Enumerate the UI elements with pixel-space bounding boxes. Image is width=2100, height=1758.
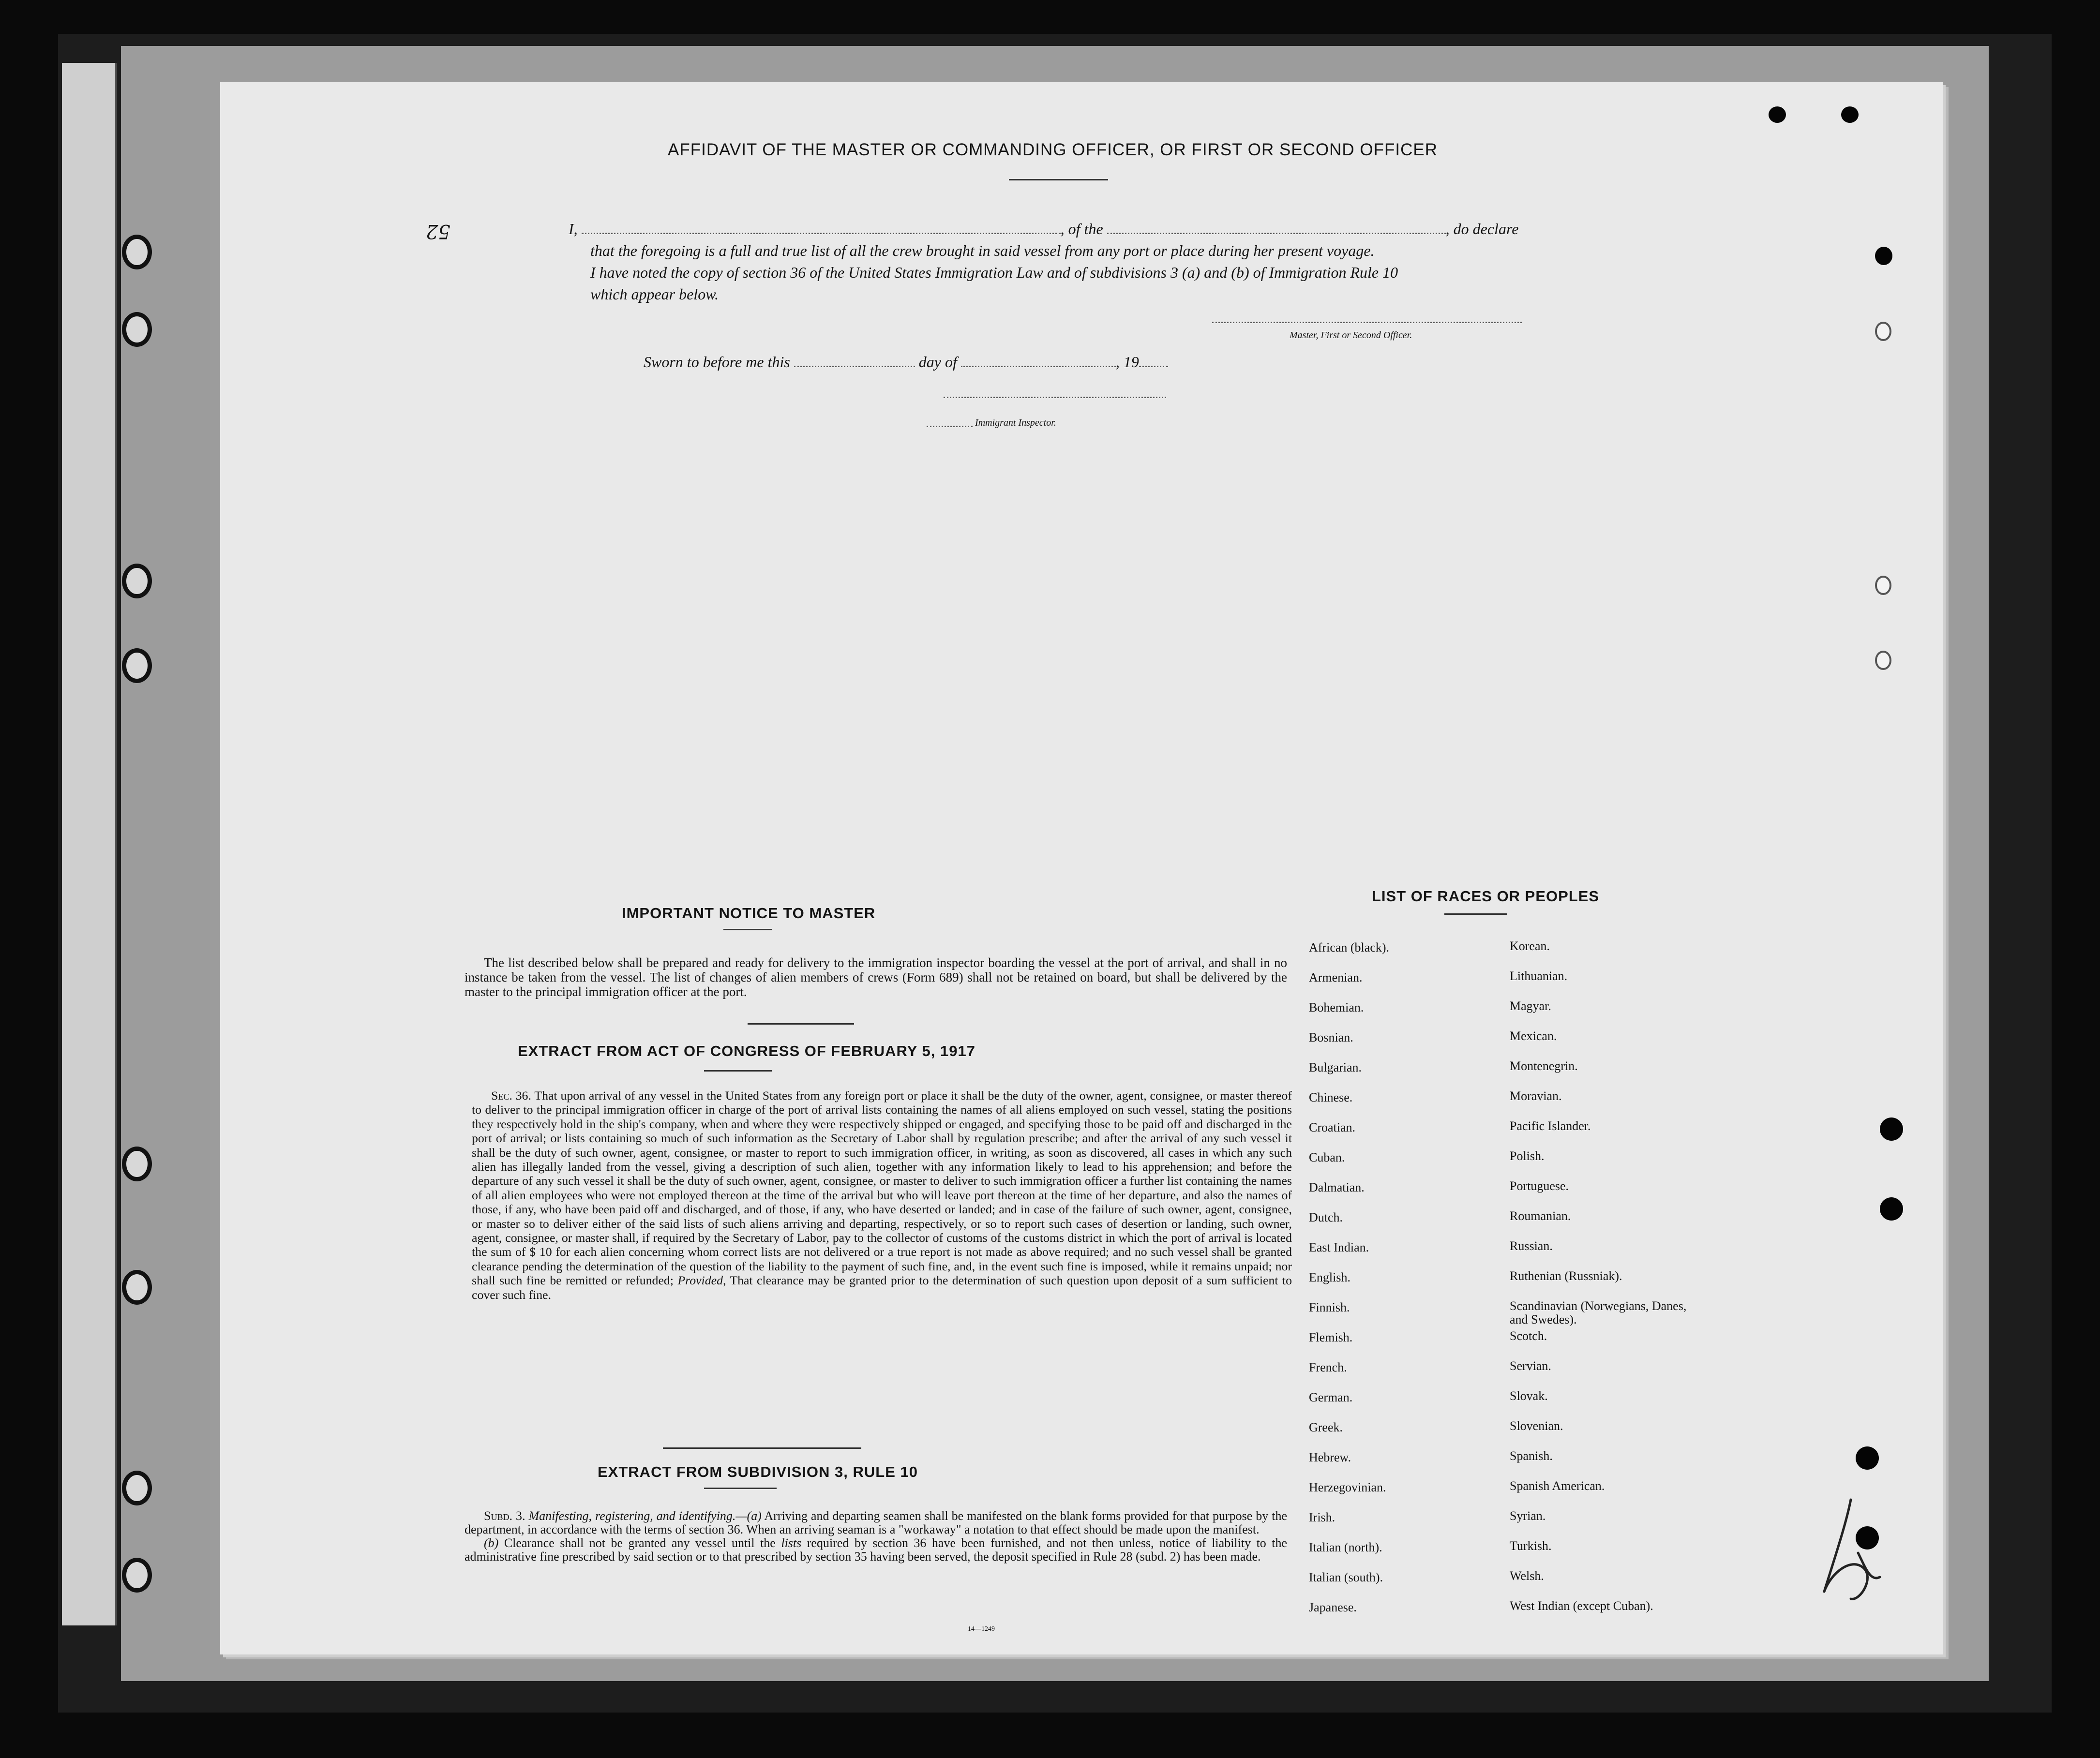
do-declare-text: , do declare — [1445, 220, 1519, 238]
vessel-field[interactable] — [1107, 233, 1446, 234]
race-item: Finnish. — [1309, 1300, 1350, 1314]
race-item: Mexican. — [1510, 1029, 1557, 1043]
race-item: Spanish American. — [1510, 1479, 1605, 1493]
race-item: English. — [1309, 1270, 1350, 1284]
subd-3-text — [465, 1509, 1287, 1564]
race-item: Slovak. — [1510, 1389, 1548, 1403]
master-signature-line[interactable] — [1212, 322, 1522, 323]
race-item: Slovenian. — [1510, 1419, 1563, 1433]
inspector-label: Immigrant Inspector. — [975, 417, 1056, 428]
affidavit-line-2: that the foregoing is a full and true list of all the crew brought in said vessel from any port or place during her present voyage. — [590, 242, 1375, 259]
sec-36-text — [472, 1088, 1292, 1302]
races-title: LIST OF RACES OR PEOPLES — [1372, 888, 1600, 905]
sworn-line — [644, 353, 1466, 371]
sworn-month-field[interactable] — [961, 366, 1116, 367]
race-item: Montenegrin. — [1510, 1059, 1578, 1073]
race-item: Hebrew. — [1309, 1450, 1351, 1464]
binder-hole — [122, 1471, 152, 1505]
extract-rule-title: EXTRACT FROM SUBDIVISION 3, RULE 10 — [598, 1463, 918, 1480]
extract-rule-underline — [704, 1488, 777, 1489]
subd-b-label: (b) — [484, 1536, 499, 1550]
punch-hole — [1856, 1446, 1879, 1470]
binder-hole — [122, 1270, 152, 1305]
affidavit-line-4: which appear below. — [590, 285, 719, 303]
of-the-text: , of the — [1060, 220, 1103, 238]
subd-label: Subd. 3. — [484, 1509, 525, 1523]
affidavit-line-1 — [569, 220, 1744, 239]
race-item: Greek. — [1309, 1420, 1343, 1434]
divider — [748, 1023, 854, 1025]
race-item: Bosnian. — [1309, 1030, 1353, 1044]
race-item: Pacific Islander. — [1510, 1119, 1591, 1133]
binder-hole — [122, 648, 152, 683]
subd-b-lists: lists — [781, 1536, 802, 1550]
inspector-leader-dots — [927, 426, 973, 427]
race-item: Roumanian. — [1510, 1209, 1571, 1223]
extract-act-title: EXTRACT FROM ACT OF CONGRESS OF FEBRUARY 5, 1917 — [518, 1043, 975, 1059]
sworn-year-field[interactable] — [1139, 366, 1168, 367]
race-item: Scotch. — [1510, 1329, 1547, 1343]
subd-b-text-1: Clearance shall not be granted any vessel until the — [504, 1536, 776, 1550]
handwritten-mark — [1817, 1495, 1890, 1606]
race-item: Dutch. — [1309, 1210, 1343, 1224]
race-item: Turkish. — [1510, 1539, 1552, 1553]
race-item: Italian (south). — [1309, 1570, 1383, 1584]
notice-title: IMPORTANT NOTICE TO MASTER — [622, 905, 876, 922]
race-item: Italian (north). — [1309, 1540, 1382, 1554]
race-item: Korean. — [1510, 939, 1550, 953]
race-item: Polish. — [1510, 1149, 1545, 1163]
inspector-signature-line[interactable] — [944, 397, 1166, 398]
punch-hole — [1880, 1117, 1903, 1141]
sec-body: That upon arrival of any vessel in the United States from any foreign port or place it shall be the duty of the owner, agent, consignee, or master thereof to deliver to the principal immigration officer in charge of the port of arrival lists containing the names of all aliens employed on such vessel, stating the positions they respectively hold in the ship's company, when and where they were respectively shipped or engaged, and specifying those to be paid off and discharged in the port of arrival; or lists containing so much of such information as the Secretary of Labor shall by regulation prescribe; and after the arrival of any such vessel it shall be the duty of such owner, agent, consignee, or master to report to such immigration officer, in writing, as soon as discovered, all cases in which any such alien has illegally landed from the vessel, giving a description of such alien, together with any information likely to lead to his apprehension; and before the departure of any such vessel it shall be the duty of such owner, agent, consignee, or master to deliver to such immigration officer a further list containing the names of all alien employees who were not employed thereon at the time of the arrival but who will leave port thereon at the time of her departure, and also the names of those, if any, who have been paid off and discharged, and of those, if any, who have deserted or landed; and in case of the failure of such owner, agent, consignee, or master so to deliver either of the said lists of such aliens arriving and departing, respectively, or so to report such cases of desertion or landing, such owner, agent, consignee, or master shall, if required by the Secretary of Labor, pay to the collector of customs of the customs district in which the port of arrival is located the sum of $ 10 for each alien concerning whom correct lists are not delivered or a true report is not made as above required; and no such vessel shall be granted clearance pending the determination of the question of the liability to the payment of such fine, and, in the event such fine is imposed, while it remains unpaid; nor shall such fine be remitted or refunded; — [472, 1088, 1292, 1288]
race-item: Cuban. — [1309, 1150, 1345, 1164]
race-item: Spanish. — [1510, 1449, 1553, 1463]
extract-act-underline — [704, 1070, 772, 1072]
race-item: Portuguese. — [1510, 1179, 1569, 1193]
binder-hole — [122, 1558, 152, 1593]
subd-a-text: Arriving and departing seamen shall be manifested on the blank forms provided for that purpose by the department, in accordance with the terms of section 36. When an arriving seaman is a "workaway" a notation to that effect should be made upon the manifest. — [465, 1509, 1287, 1536]
race-item: African (black). — [1309, 940, 1390, 954]
title-underline — [1009, 179, 1108, 180]
subd-3b — [465, 1536, 1287, 1564]
race-item: Syrian. — [1510, 1509, 1546, 1523]
race-item: Japanese. — [1309, 1600, 1357, 1614]
race-item: Scandinavian (Norwegians, Danes, and Swedes). — [1510, 1299, 1687, 1326]
punch-hole — [1769, 106, 1786, 123]
divider — [663, 1447, 861, 1449]
race-item: Magyar. — [1510, 999, 1551, 1013]
binder-hole — [122, 312, 152, 347]
form-page — [220, 82, 1943, 1654]
punch-hole — [1875, 247, 1892, 265]
race-item: East Indian. — [1309, 1240, 1369, 1254]
race-item: Russian. — [1510, 1239, 1553, 1253]
binder-hole — [122, 564, 152, 598]
binder-hole — [122, 235, 152, 269]
subd-3a — [465, 1509, 1287, 1536]
binder-strip — [62, 63, 117, 1625]
race-item: Welsh. — [1510, 1569, 1544, 1583]
punch-hole — [1880, 1197, 1903, 1221]
affidavit-title: AFFIDAVIT OF THE MASTER OR COMMANDING OFFICER, OR FIRST OR SECOND OFFICER — [668, 140, 1438, 159]
race-item: Chinese. — [1309, 1090, 1353, 1104]
sworn-day-field[interactable] — [794, 366, 915, 367]
race-item: Dalmatian. — [1309, 1180, 1365, 1194]
race-item: Bohemian. — [1309, 1000, 1364, 1014]
race-item: Herzegovinian. — [1309, 1480, 1386, 1494]
race-item: German. — [1309, 1390, 1353, 1404]
race-item: French. — [1309, 1360, 1347, 1374]
race-item: Lithuanian. — [1510, 969, 1568, 983]
provided-label: Provided, — [677, 1273, 726, 1288]
sec-body-end: That clearance may be granted prior to the determination of such question upon deposit of a sum sufficient to cover such fine. — [472, 1273, 1292, 1302]
sworn-year: , 19 — [1115, 353, 1139, 371]
punch-hole — [1875, 322, 1891, 341]
declarant-i: I, — [569, 220, 578, 238]
punch-hole — [1875, 576, 1891, 595]
subd-b-text-2: required by section 36 have been furnished, and not then unless, notice of liability to the administrative fine prescribed by said section or to that prescribed by section 35 having been served, the deposit specified in Rule 28 (subd. 2) has been made. — [465, 1536, 1288, 1564]
affidavit-line-3: I have noted the copy of section 36 of the United States Immigration Law and of subdivisions 3 (a) and (b) of Immigration Rule 10 — [590, 264, 1398, 281]
race-item: Armenian. — [1309, 970, 1363, 984]
punch-hole — [1875, 651, 1891, 670]
master-signature-label: Master, First or Second Officer. — [1290, 330, 1412, 341]
race-item: Bulgarian. — [1309, 1060, 1362, 1074]
race-item: Servian. — [1510, 1359, 1551, 1373]
binder-hole — [122, 1147, 152, 1181]
sec-label: Sec. 36. — [491, 1088, 531, 1102]
race-item: Croatian. — [1309, 1120, 1356, 1134]
notice-text: The list described below shall be prepared and ready for delivery to the immigration inspector boarding the vessel at the port of arrival, and shall in no instance be taken from the vessel. The list of changes of alien members of crews (Form 689) shall not be retained on board, but shall be delivered by the master to the principal immigration officer at the port. — [465, 955, 1287, 999]
race-item: Ruthenian (Russniak). — [1510, 1269, 1622, 1283]
race-item: Flemish. — [1309, 1330, 1353, 1344]
form-number: 14—1249 — [968, 1625, 995, 1633]
margin-note: 52 — [426, 220, 450, 242]
race-item: Irish. — [1309, 1510, 1335, 1524]
sworn-prefix: Sworn to before me this — [644, 353, 790, 371]
race-item: West Indian (except Cuban). — [1510, 1599, 1653, 1613]
subd-a-label: —(a) — [735, 1509, 762, 1523]
punch-hole — [1841, 106, 1859, 123]
subd-heading: Manifesting, registering, and identifying. — [528, 1509, 736, 1523]
races-title-underline — [1444, 913, 1507, 915]
name-field[interactable] — [582, 233, 1061, 234]
notice-title-underline — [723, 929, 772, 930]
sworn-day-of: day of — [918, 353, 957, 371]
race-item: Moravian. — [1510, 1089, 1562, 1103]
